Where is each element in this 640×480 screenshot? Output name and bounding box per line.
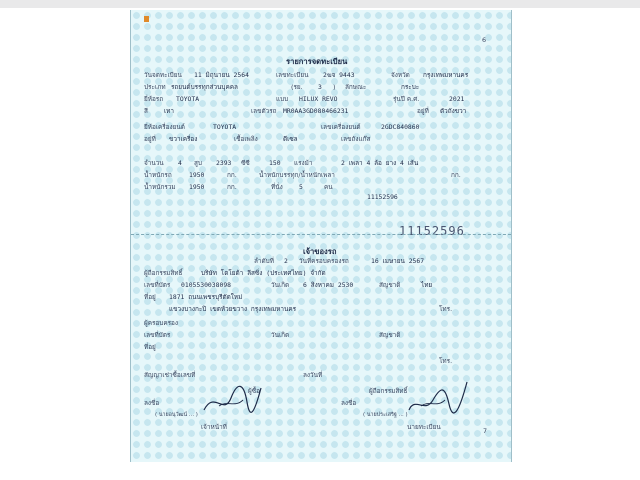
total-weight-unit: กก. (227, 183, 237, 191)
cc-unit: ซีซี (241, 159, 250, 167)
sign-label-left: ลงชื่อ (144, 399, 160, 407)
engine-no-value: 2GDC840860 (381, 123, 420, 131)
chassis-loc-label: อยู่ที่ (417, 107, 429, 115)
code-label: (รย. (291, 83, 303, 91)
officer-left-role: เจ้าหน้าที่ (201, 423, 227, 431)
birth-value: 6 สิงหาคม 2530 (303, 281, 354, 289)
total-weight-label: น้ำหนักรวม (144, 183, 176, 191)
owner-date-label: วันที่ครอบครองรถ (299, 257, 349, 265)
left-owner-suffix: ผู้ซื้อ (248, 387, 260, 395)
birth2-label: วันเกิด (271, 331, 290, 339)
address-line2: แขวงบางกะปิ เขตห้วยขวาง กรุงเทพมหานคร (169, 305, 297, 313)
id-value: 0105530038098 (181, 281, 232, 289)
bottom-page-number: 7 (483, 427, 488, 435)
plate-value: 2ฆจ 9443 (323, 71, 355, 79)
code-close: ) (333, 83, 336, 91)
color-value: เทา (164, 107, 174, 115)
serial-number-large: 11152596 (399, 224, 465, 238)
character-value: กระบะ (401, 83, 420, 91)
address3-label: ที่อยู่ (144, 343, 156, 351)
nationality2-label: สัญชาติ (379, 331, 401, 339)
count-label: จำนวน (144, 159, 164, 167)
engine-loc-label: อยู่ที่ (144, 135, 156, 143)
code-value: 3 (318, 83, 322, 91)
total-weight-value: 1950 (189, 183, 205, 191)
phone2-label: โทร. (439, 357, 453, 365)
type-label: ประเภท (144, 83, 166, 91)
engine-brand-label: ยี่ห้อเครื่องยนต์ (144, 123, 185, 131)
left-signature (199, 380, 269, 420)
orange-corner-mark (144, 16, 149, 22)
possessor-label: ผู้ครอบครอง (144, 319, 179, 327)
birth-label: วันเกิด (271, 281, 290, 289)
id-label: เลขที่บัตร (144, 281, 171, 289)
seats-value: 5 (299, 183, 303, 191)
character-label: ลักษณะ (345, 83, 367, 91)
officer-right-role: นายทะเบียน (407, 423, 441, 431)
plate-label: เลขทะเบียน (276, 71, 309, 79)
registration-title: รายการจดทะเบียน (286, 57, 348, 66)
right-signature (403, 376, 473, 420)
page-number: 6 (482, 36, 487, 44)
right-owner-label: ผู้ถือกรรมสิทธิ์ (369, 387, 408, 395)
seq-value: 2 (284, 257, 288, 265)
owner-label: ผู้ถือกรรมสิทธิ์ (144, 269, 183, 277)
hp-value: 150 (269, 159, 281, 167)
model-value: HILUX REVO (299, 95, 338, 103)
registration-document-page (130, 10, 512, 462)
owner-title: เจ้าของรถ (303, 247, 337, 256)
count-value: 4 (178, 159, 182, 167)
section-divider (131, 234, 511, 235)
seats-unit: คน (324, 183, 333, 191)
gas-label: เลขถังแก๊ส (341, 135, 371, 143)
province-label: จังหวัด (391, 71, 410, 79)
province-value: กรุงเทพมหานคร (423, 71, 469, 79)
engine-no-label: เลขเครื่องยนต์ (321, 123, 361, 131)
weight-unit: กก. (227, 171, 237, 179)
model-label: แบบ (276, 95, 289, 103)
owner-date-value: 16 เมษายน 2567 (371, 257, 425, 265)
address-line1: 1871 ถนนเพชรบุรีตัดใหม่ (169, 293, 243, 301)
seats-label: ที่นั่ง (271, 183, 283, 191)
engine-brand-value: TOYOTA (213, 123, 237, 131)
phone-label: โทร. (439, 305, 453, 313)
nationality-value: ไทย (421, 281, 433, 289)
engine-loc-value: ขวาเครื่อง (169, 135, 198, 143)
reg-date-label: วันจดทะเบียน (144, 71, 182, 79)
axle-value: 2 เพลา 4 ล้อ ยาง 4 เส้น (341, 159, 419, 167)
chassis-value: MR0AA3GD080466231 (283, 107, 349, 115)
year-label: รุ่นปี ค.ศ. (393, 95, 420, 103)
nationality-label: สัญชาติ (379, 281, 401, 289)
fuel-label: เชื้อเพลิง (234, 135, 258, 143)
hp-unit: แรงม้า (294, 159, 313, 167)
fuel-value: ดีเซล (283, 135, 298, 143)
chassis-label: เลขตัวรถ (251, 107, 277, 115)
payload-label: น้ำหนักบรรทุก/น้ำหนักเพลา (259, 171, 335, 179)
contract-date-label: ลงวันที่ (303, 371, 323, 379)
officer-right-name: ( นายประเสริฐ ... ) (363, 412, 408, 418)
officer-left-name: ( นายอนุวัฒน์ ... ) (155, 412, 198, 418)
sign-label-right: ลงชื่อ (341, 399, 357, 407)
chassis-loc-value: ตัวถังขวา (440, 107, 467, 115)
cc-value: 2393 (216, 159, 232, 167)
contract-label: สัญญาเช่าซื้อเลขที่ (144, 371, 196, 379)
address-label: ที่อยู่ (144, 293, 156, 301)
weight-value: 1950 (189, 171, 205, 179)
brand-value: TOYOTA (176, 95, 200, 103)
owner-value: บริษัท โตโยต้า ลีสซิ่ง (ประเทศไทย) จำกัด (201, 269, 326, 277)
brand-label: ยี่ห้อรถ (144, 95, 164, 103)
window-top-strip (0, 0, 640, 8)
payload-unit: กก. (451, 171, 461, 179)
reg-date-value: 11 มิถุนายน 2564 (194, 71, 249, 79)
count-unit: สูบ (194, 159, 202, 167)
weight-label: น้ำหนักรถ (144, 171, 172, 179)
color-label: สี (144, 107, 148, 115)
id2-label: เลขที่บัตร (144, 331, 171, 339)
seq-label: ลำดับที่ (254, 257, 274, 265)
year-value: 2021 (449, 95, 465, 103)
type-value: รถยนต์บรรทุกส่วนบุคคล (171, 83, 238, 91)
serial-number-small: 11152596 (367, 193, 398, 201)
